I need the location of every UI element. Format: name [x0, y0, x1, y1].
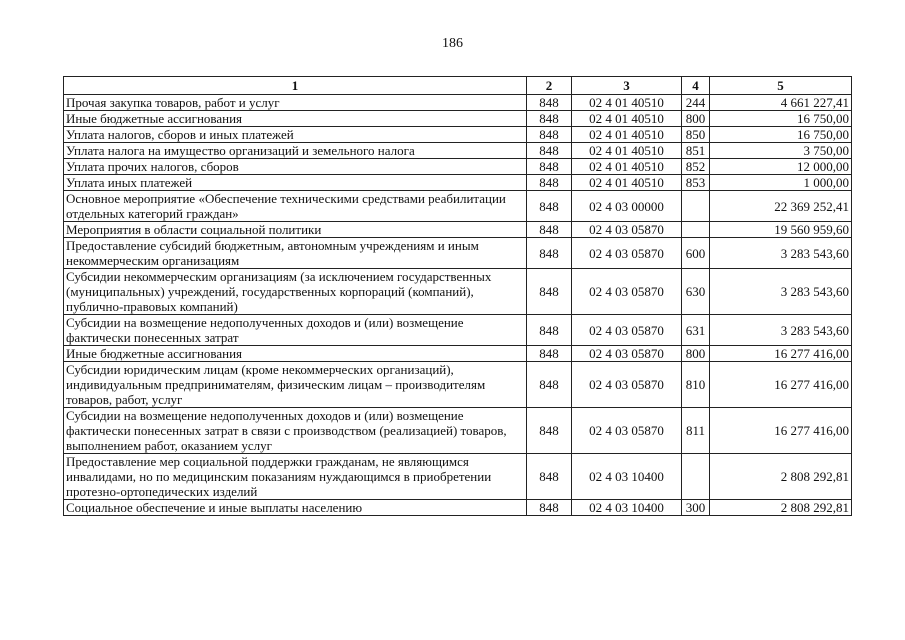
row-name: Предоставление мер социальной поддержки гражданам, не являющимся инвалидами, но по медицинским показаниям нуждающимся в приобретении протезно-ортопедических изделий	[64, 454, 527, 500]
table-row	[64, 346, 852, 362]
row-code: 848	[527, 222, 572, 238]
row-csr: 02 4 03 10400	[572, 500, 682, 516]
row-amount: 3 283 543,60	[710, 238, 852, 269]
table-row	[64, 454, 852, 500]
table-row	[64, 127, 852, 143]
row-code: 848	[527, 127, 572, 143]
row-code: 848	[527, 159, 572, 175]
row-csr: 02 4 01 40510	[572, 159, 682, 175]
row-amount: 16 277 416,00	[710, 408, 852, 454]
row-name: Уплата налогов, сборов и иных платежей	[64, 127, 527, 143]
row-amount: 3 750,00	[710, 143, 852, 159]
row-name: Иные бюджетные ассигнования	[64, 111, 527, 127]
table-row	[64, 95, 852, 111]
row-amount: 2 808 292,81	[710, 500, 852, 516]
row-vr: 631	[682, 315, 710, 346]
page-number: 186	[442, 36, 463, 51]
row-csr: 02 4 03 05870	[572, 269, 682, 315]
table-row	[64, 269, 852, 315]
row-vr: 850	[682, 127, 710, 143]
row-name: Субсидии на возмещение недополученных доходов и (или) возмещение фактически понесенных затрат в связи с производством (реализацией) товаров, выполнением работ, оказанием услуг	[64, 408, 527, 454]
column-header: 1	[64, 77, 527, 95]
row-csr: 02 4 03 00000	[572, 191, 682, 222]
row-code: 848	[527, 175, 572, 191]
row-amount: 16 750,00	[710, 111, 852, 127]
row-amount: 22 369 252,41	[710, 191, 852, 222]
table-row	[64, 143, 852, 159]
row-csr: 02 4 03 05870	[572, 346, 682, 362]
column-header: 3	[572, 77, 682, 95]
row-amount: 19 560 959,60	[710, 222, 852, 238]
row-name: Основное мероприятие «Обеспечение техническими средствами реабилитации отдельных категорий граждан»	[64, 191, 527, 222]
row-code: 848	[527, 315, 572, 346]
row-amount: 1 000,00	[710, 175, 852, 191]
row-vr: 244	[682, 95, 710, 111]
table-header-row	[64, 77, 852, 95]
row-amount: 3 283 543,60	[710, 315, 852, 346]
table-row	[64, 362, 852, 408]
row-name: Субсидии некоммерческим организациям (за исключением государственных (муниципальных) учреждений, государственных корпораций (компаний), публично-правовых компаний)	[64, 269, 527, 315]
row-csr: 02 4 01 40510	[572, 127, 682, 143]
row-vr: 800	[682, 111, 710, 127]
table-row	[64, 111, 852, 127]
row-vr: 851	[682, 143, 710, 159]
row-vr	[682, 454, 710, 500]
row-name: Субсидии на возмещение недополученных доходов и (или) возмещение фактически понесенных затрат	[64, 315, 527, 346]
column-header: 5	[710, 77, 852, 95]
row-code: 848	[527, 346, 572, 362]
row-csr: 02 4 03 05870	[572, 362, 682, 408]
row-code: 848	[527, 454, 572, 500]
row-amount: 12 000,00	[710, 159, 852, 175]
table-row	[64, 222, 852, 238]
row-csr: 02 4 01 40510	[572, 95, 682, 111]
row-csr: 02 4 03 05870	[572, 315, 682, 346]
row-name: Иные бюджетные ассигнования	[64, 346, 527, 362]
row-vr: 300	[682, 500, 710, 516]
table-row	[64, 238, 852, 269]
row-csr: 02 4 03 05870	[572, 222, 682, 238]
row-amount: 4 661 227,41	[710, 95, 852, 111]
table-row	[64, 191, 852, 222]
row-amount: 16 277 416,00	[710, 362, 852, 408]
table-row	[64, 315, 852, 346]
row-csr: 02 4 03 05870	[572, 408, 682, 454]
row-vr: 853	[682, 175, 710, 191]
row-vr: 630	[682, 269, 710, 315]
row-amount: 2 808 292,81	[710, 454, 852, 500]
row-vr: 600	[682, 238, 710, 269]
row-name: Предоставление субсидий бюджетным, автономным учреждениям и иным некоммерческим организациям	[64, 238, 527, 269]
row-name: Мероприятия в области социальной политики	[64, 222, 527, 238]
table-row	[64, 159, 852, 175]
row-code: 848	[527, 269, 572, 315]
row-name: Субсидии юридическим лицам (кроме некоммерческих организаций), индивидуальным предпринимателям, физическим лицам – производителям товаров, работ, услуг	[64, 362, 527, 408]
row-vr: 852	[682, 159, 710, 175]
row-vr	[682, 191, 710, 222]
row-code: 848	[527, 238, 572, 269]
row-name: Уплата налога на имущество организаций и земельного налога	[64, 143, 527, 159]
row-amount: 16 277 416,00	[710, 346, 852, 362]
row-code: 848	[527, 143, 572, 159]
table-row	[64, 408, 852, 454]
row-code: 848	[527, 111, 572, 127]
row-name: Социальное обеспечение и иные выплаты населению	[64, 500, 527, 516]
row-code: 848	[527, 95, 572, 111]
row-name: Уплата прочих налогов, сборов	[64, 159, 527, 175]
row-code: 848	[527, 500, 572, 516]
row-amount: 16 750,00	[710, 127, 852, 143]
row-csr: 02 4 03 05870	[572, 238, 682, 269]
column-header: 2	[527, 77, 572, 95]
row-csr: 02 4 01 40510	[572, 175, 682, 191]
row-code: 848	[527, 191, 572, 222]
budget-table	[63, 76, 852, 516]
row-vr: 810	[682, 362, 710, 408]
row-csr: 02 4 01 40510	[572, 111, 682, 127]
row-amount: 3 283 543,60	[710, 269, 852, 315]
row-csr: 02 4 03 10400	[572, 454, 682, 500]
row-vr	[682, 222, 710, 238]
row-code: 848	[527, 408, 572, 454]
column-header: 4	[682, 77, 710, 95]
table-row	[64, 175, 852, 191]
row-name: Уплата иных платежей	[64, 175, 527, 191]
row-vr: 811	[682, 408, 710, 454]
row-name: Прочая закупка товаров, работ и услуг	[64, 95, 527, 111]
row-code: 848	[527, 362, 572, 408]
row-csr: 02 4 01 40510	[572, 143, 682, 159]
table-row	[64, 500, 852, 516]
row-vr: 800	[682, 346, 710, 362]
